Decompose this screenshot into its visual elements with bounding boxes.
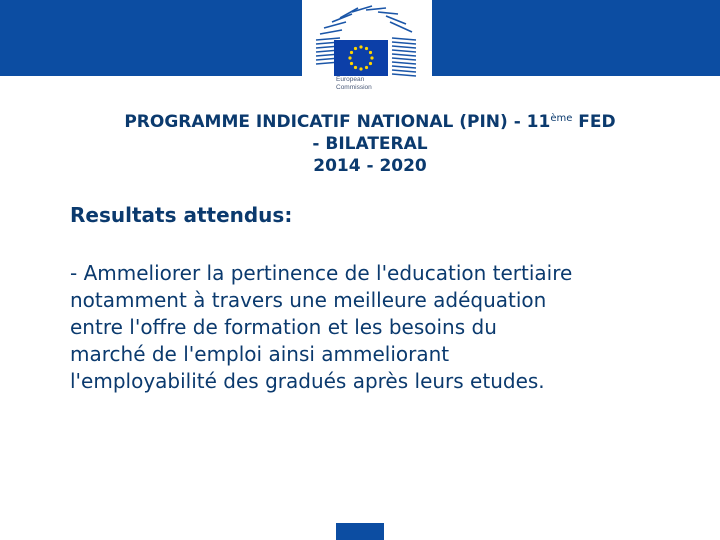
- body-line: notamment à travers une meilleure adéquation: [70, 288, 547, 312]
- slide-title: [60, 108, 680, 177]
- title-main: PROGRAMME INDICATIF NATIONAL (PIN) - 11: [124, 112, 551, 132]
- section-heading: Resultats attendus:: [70, 203, 293, 227]
- body-line: marché de l'emploi ainsi ammeliorant: [70, 342, 450, 366]
- eu-stars-icon: [334, 40, 388, 76]
- eu-flag: [334, 40, 388, 76]
- logo-label-line1: European: [336, 76, 365, 83]
- title-line3: 2014 - 2020: [313, 156, 427, 176]
- commission-logo-label: [336, 76, 426, 92]
- title-line1: [60, 108, 680, 133]
- body-line: entre l'offre de formation et les besoins du: [70, 315, 497, 339]
- body-line: - Ammeliorer la pertinence de l'education tertiaire: [70, 261, 573, 285]
- body-paragraph: [70, 260, 700, 395]
- title-superscript: ème: [550, 113, 573, 124]
- body-line: l'employabilité des gradués après leurs etudes.: [70, 369, 545, 393]
- title-line2: - BILATERAL: [312, 134, 428, 154]
- footer-accent-block: [336, 523, 384, 540]
- title-fed: FED: [572, 112, 616, 132]
- logo-label-line2: Commission: [336, 84, 372, 91]
